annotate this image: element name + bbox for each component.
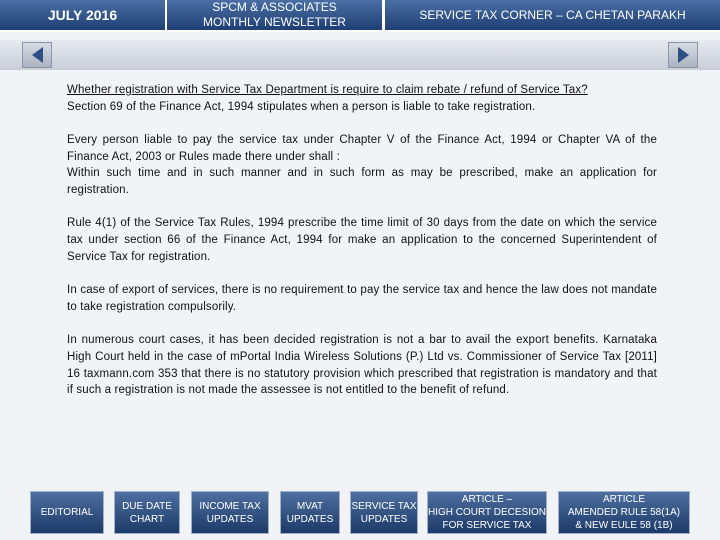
section-69-text: Section 69 of the Finance Act, 1994 stipulates when a person is liable to take registration. bbox=[67, 100, 536, 113]
due-date-chart-button[interactable] bbox=[114, 491, 180, 534]
article-amended-rule-button[interactable] bbox=[558, 491, 690, 534]
article1-label-1: ARTICLE – bbox=[461, 494, 513, 505]
service-tax-label-1: SERVICE TAX bbox=[351, 500, 417, 512]
article-question: Whether registration with Service Tax Department is require to claim rebate / refund of Service Tax? bbox=[67, 84, 588, 96]
editorial-label: EDITORIAL bbox=[40, 507, 94, 518]
article2-label-2: AMENDED RULE 58(1A) bbox=[567, 507, 681, 518]
article-high-court-button[interactable] bbox=[427, 491, 547, 534]
article2-label-1: ARTICLE bbox=[602, 494, 646, 505]
mvat-label-1: MVAT bbox=[296, 500, 324, 512]
article1-label-2: HIGH COURT DECESION bbox=[428, 507, 546, 518]
paragraph-1b: Within such time and in such manner and in such form as may be prescribed, make an application for registration. bbox=[67, 167, 657, 197]
due-date-label-1: DUE DATE bbox=[122, 500, 172, 512]
paragraph-3: In case of export of services, there is no requirement to pay the service tax and hence the law does not mandate to take registration compulsorily. bbox=[67, 284, 657, 313]
service-tax-label-2: UPDATES bbox=[360, 513, 408, 525]
article2-label-3: & NEW EULE 58 (1B) bbox=[575, 520, 673, 531]
arrow-right-icon bbox=[678, 47, 689, 63]
section-title: SERVICE TAX CORNER – CA CHETAN PARAKH bbox=[385, 0, 720, 30]
previous-page-button[interactable] bbox=[22, 42, 52, 68]
arrow-left-icon bbox=[32, 47, 43, 63]
header-bar bbox=[0, 0, 720, 32]
mvat-updates-button[interactable] bbox=[280, 491, 340, 534]
mvat-label-2: UPDATES bbox=[286, 513, 334, 525]
article1-label-3: FOR SERVICE TAX bbox=[442, 520, 532, 531]
due-date-label-2: CHART bbox=[129, 513, 165, 525]
service-tax-updates-button[interactable] bbox=[350, 491, 418, 534]
firm-name bbox=[167, 0, 382, 30]
article-body bbox=[67, 82, 657, 415]
navigation-bar bbox=[0, 40, 720, 70]
firm-name-line2: MONTHLY NEWSLETTER bbox=[203, 15, 346, 29]
income-tax-updates-button[interactable] bbox=[191, 491, 269, 534]
firm-name-line1: SPCM & ASSOCIATES bbox=[212, 0, 337, 14]
editorial-button[interactable] bbox=[30, 491, 104, 534]
issue-month: JULY 2016 bbox=[0, 0, 165, 30]
paragraph-4: In numerous court cases, it has been decided registration is not a bar to avail the export benefits. Karnataka High Court held in the case of mPortal India Wireless Solutions (P.) Ltd vs. Commissioner of Service Tax [2011] 16 taxmann.com 353 that there is no statutory provision which prescribed that registration is mandatory and that if such a registration is not made the assessee is not entitled to the benefit of refund. bbox=[67, 333, 657, 397]
income-tax-label-1: INCOME TAX bbox=[199, 500, 261, 512]
next-page-button[interactable] bbox=[668, 42, 698, 68]
income-tax-label-2: UPDATES bbox=[206, 513, 254, 525]
paragraph-1a: Every person liable to pay the service tax under Chapter V of the Finance Act, 1994 or Chapter VA of the Finance Act, 2003 or Rules made there under shall : bbox=[67, 133, 657, 163]
paragraph-2: Rule 4(1) of the Service Tax Rules, 1994 prescribe the time limit of 30 days from the date on which the service tax under section 66 of the Finance Act, 1994 for make an application to the concerned Superintendent of Service Tax for registration. bbox=[67, 217, 657, 263]
